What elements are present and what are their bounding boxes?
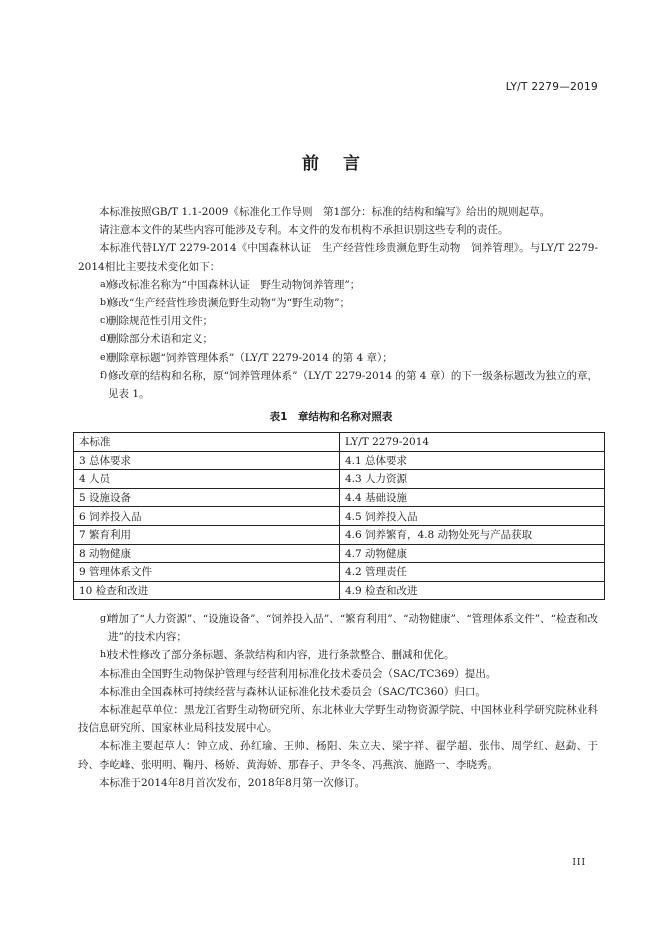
standard-code: LY/T 2279—2019 xyxy=(505,81,598,93)
table-cell: 4.7 动物健康 xyxy=(340,544,605,563)
paragraph-proposed-by: 本标准由全国野生动物保护管理与经营利用标准化技术委员会（SAC/TC369）提出。 xyxy=(99,667,497,680)
list-text: 修改章的结构和名称，原“饲养管理体系”（LY/T 2279-2014 的第 4 章）的下一级条标题改为独立的章，见表 1。 xyxy=(108,369,598,401)
table-cell: 3 总体要求 xyxy=(74,451,340,470)
paragraph-drafters: 本标准主要起草人：钟立成、孙红瑜、王帅、杨阳、朱立夫、梁宇祥、翟学超、张伟、周学红、赵勐、于玲、李屹峰、张明明、鞠丹、杨娇、黄海娇、那春子、尹冬冬、冯燕滨、施路一、李晓秀。 xyxy=(78,740,598,771)
table-cell: 4.5 饲养投入品 xyxy=(340,507,605,526)
table-cell: 4.3 人力资源 xyxy=(340,470,605,489)
table-header-row xyxy=(74,433,605,452)
list-item xyxy=(78,349,598,367)
list-item xyxy=(78,610,598,646)
paragraph-replacement: 本标准代替LY/T 2279-2014《中国森林认证 生产经营性珍贵濒危野生动物 饲养管理》。与LY/T 2279-2014相比主要技术变化如下： xyxy=(78,242,598,273)
table-caption: 表1 章结构和名称对照表 xyxy=(269,411,393,423)
list-marker: e) xyxy=(100,351,110,363)
table-cell: 8 动物健康 xyxy=(74,544,340,563)
table-cell: 4.1 总体要求 xyxy=(340,451,605,470)
paragraph-managed-by: 本标准由全国森林可持续经营与森林认证标准化技术委员会（SAC/TC360）归口。 xyxy=(99,685,486,698)
paragraph-drafting-units: 本标准起草单位：黑龙江省野生动物研究所、东北林业大学野生动物资源学院、中国林业科学研究院林业科技信息研究所、国家林业局科技发展中心。 xyxy=(78,704,598,735)
list-item xyxy=(78,276,598,294)
table-cell: 4 人员 xyxy=(74,470,340,489)
list-marker: h) xyxy=(100,649,110,661)
list-text: 删除章标题“饲养管理体系”（LY/T 2279-2014 的第 4 章）； xyxy=(108,351,393,364)
table-row xyxy=(74,470,605,489)
list-text: 修改标准名称为“中国森林认证 野生动物饲养管理”； xyxy=(108,278,361,291)
table-cell: 6 饲养投入品 xyxy=(74,507,340,526)
list-marker: c) xyxy=(100,315,110,327)
list-text: 技术性修改了部分条标题、条款结构和内容，进行条款整合、删减和优化。 xyxy=(108,649,455,662)
paragraph-history: 本标准于2014年8月首次发布，2018年8月第一次修订。 xyxy=(99,776,366,789)
table-header-cell: 本标准 xyxy=(74,433,340,452)
table-row xyxy=(74,507,605,526)
page-title: 前言 xyxy=(302,154,384,174)
paragraph-drafting-rules: 本标准按照GB/T 1.1-2009《标准化工作导则 第1部分：标准的结构和编写》给出的规则起草。 xyxy=(99,206,551,218)
table-cell: 10 检查和改进 xyxy=(74,581,340,600)
table-row xyxy=(74,525,605,544)
paragraph-patent-notice: 请注意本文件的某些内容可能涉及专利。本文件的发布机构不承担识别这些专利的责任。 xyxy=(99,224,509,237)
list-text: 修改“生产经营性珍贵濒危野生动物”为“野生动物”； xyxy=(108,297,350,310)
table-cell: 4.9 检查和改进 xyxy=(340,581,605,600)
list-text: 删除规范性引用文件； xyxy=(108,315,213,328)
table-cell: 4.6 饲养繁育，4.8 动物处死与产品获取 xyxy=(340,525,605,544)
table-cell: 9 管理体系文件 xyxy=(74,563,340,582)
chapter-comparison-table xyxy=(73,432,605,600)
list-marker: a) xyxy=(100,278,110,290)
list-item xyxy=(78,312,598,330)
list-item xyxy=(78,330,598,348)
list-marker: g) xyxy=(100,613,110,624)
table-row xyxy=(74,563,605,582)
table-row xyxy=(74,544,605,563)
closing-section xyxy=(78,610,598,792)
list-item xyxy=(78,294,598,312)
table-header-cell: LY/T 2279-2014 xyxy=(340,433,605,452)
list-item xyxy=(78,646,598,664)
intro-section xyxy=(78,203,598,403)
list-item xyxy=(78,367,598,403)
list-text: 删除部分术语和定义； xyxy=(108,333,213,346)
table-row xyxy=(74,488,605,507)
table-cell: 4.2 管理责任 xyxy=(340,563,605,582)
table-cell: 5 设施设备 xyxy=(74,488,340,507)
table-row xyxy=(74,581,605,600)
table-cell: 7 繁育利用 xyxy=(74,525,340,544)
table-cell: 4.4 基础设施 xyxy=(340,488,605,507)
table-row xyxy=(74,451,605,470)
list-marker: f) xyxy=(100,369,108,381)
page-number: III xyxy=(572,858,586,868)
list-marker: d) xyxy=(100,333,110,345)
list-marker: b) xyxy=(100,297,110,309)
list-text: 增加了“人力资源”、“设施设备”、“饲养投入品”、“繁育利用”、“动物健康”、“管理体系文件”、“检查和改进”的技术内容； xyxy=(108,613,598,644)
